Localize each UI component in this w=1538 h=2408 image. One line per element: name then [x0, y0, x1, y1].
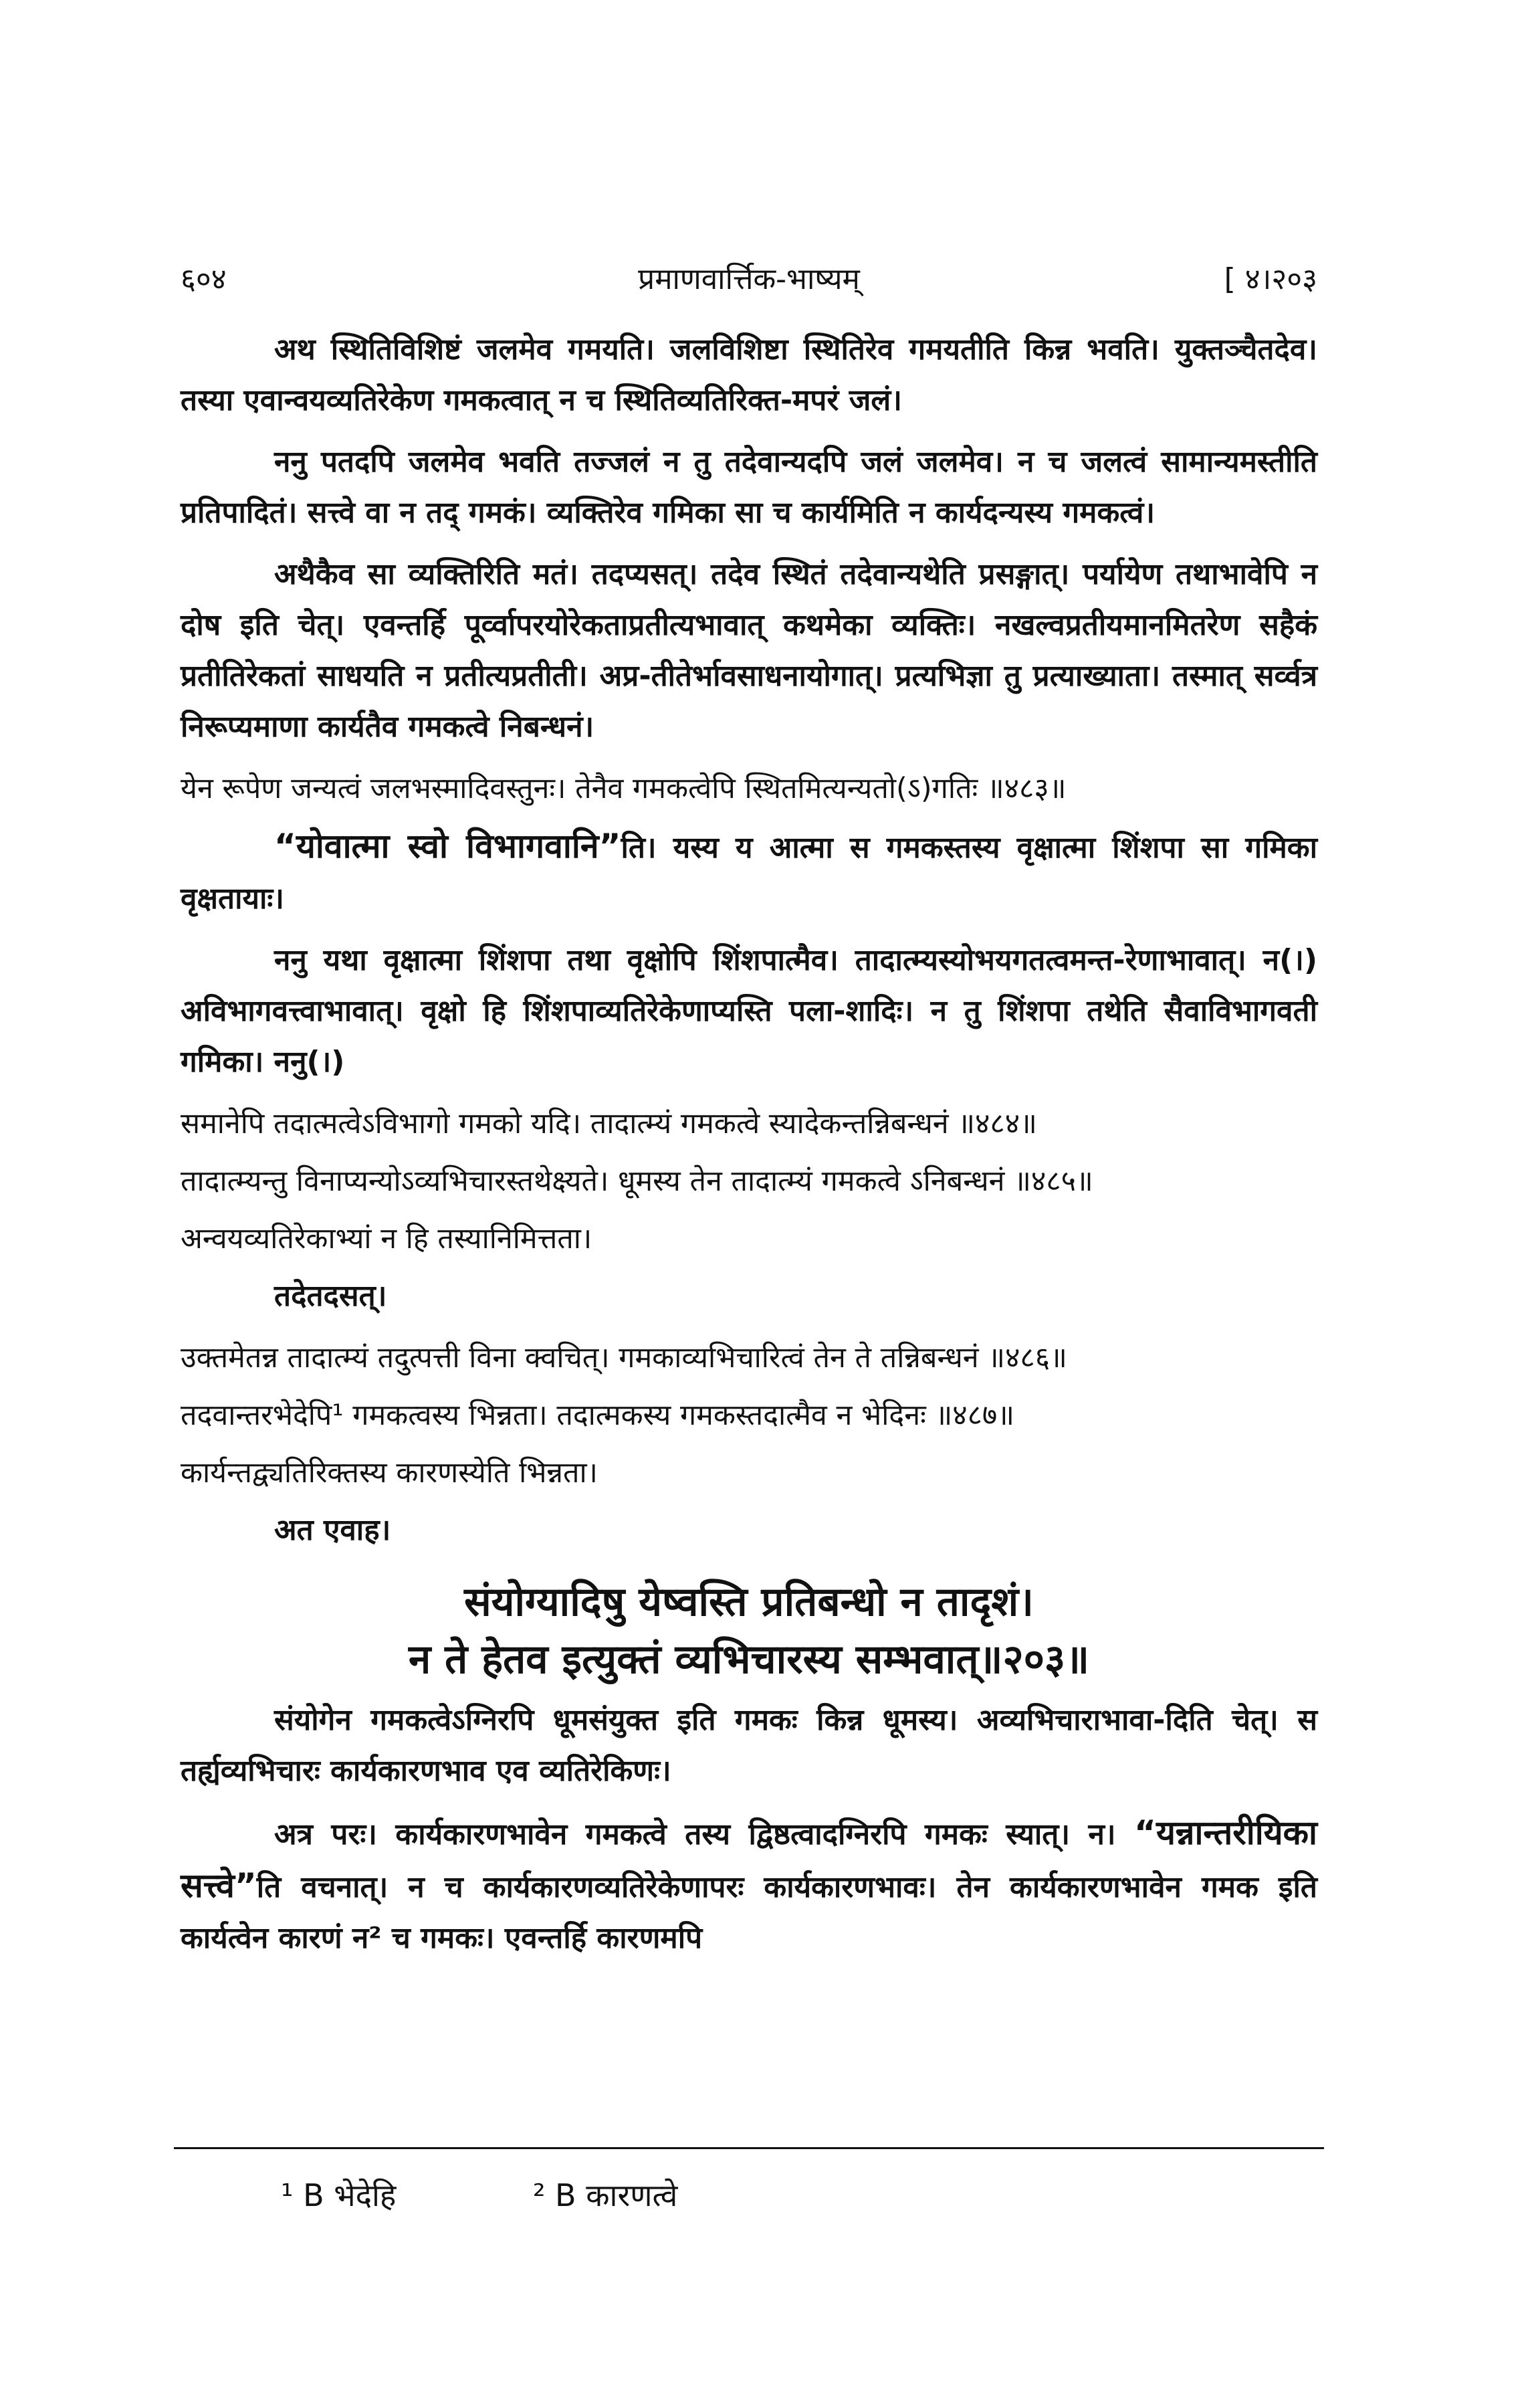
- paragraph-yovatma-text: ति। यस्य य आत्मा स गमकस्तस्य वृक्षात्मा शिंशपा सा गमिका वृक्षतायाः।: [181, 831, 1317, 916]
- verse-487-continuation: कार्यन्तद्व्यतिरिक्तस्य कारणस्येति भिन्नता।: [181, 1456, 598, 1490]
- quoted-karika-fragment: “योवात्मा स्वो विभागवानि”: [274, 827, 621, 866]
- running-header: [181, 258, 1317, 304]
- karika-203: [181, 1573, 1317, 1688]
- paragraph-tadetadasat: तदेतदसत्।: [274, 1279, 387, 1313]
- body-text: [181, 324, 1317, 1975]
- footnote-1: ¹ B भेदेहि: [281, 2177, 397, 2213]
- paragraph-atha: अथ स्थितिविशिष्टं जलमेव गमयति। जलविशिष्टा स्थितिरेव गमयतीति किन्न भवति। युक्तञ्चैतदेव। तस्या एवान्वयव्यतिरेकेण गमकत्वात् न च स्थितिव्यतिरिक्त-मपरं जलं।: [181, 332, 1317, 417]
- verse-484: समानेपि तदात्मत्वेऽविभागो गमको यदि। तादात्म्यं गमकत्वे स्यादेकन्तन्निबन्धनं ॥४८४॥: [181, 1107, 1037, 1140]
- footnote-2: ² B कारणत्वे: [532, 2177, 678, 2213]
- paragraph-atra-part1: अत्र परः। कार्यकारणभावेन गमकत्वे तस्य द्विष्ठत्वादग्निरपि गमकः स्यात्। न।: [274, 1817, 1116, 1851]
- paragraph-atra-part2: ति वचनात्। न च कार्यकारणव्यतिरेकेणापरः कार्यकारणभावः। तेन कार्यकारणभावेन गमक इति कार्यत्वेन कारणं न² च गमकः। एवन्तर्हि कारणमपि: [181, 1870, 1317, 1955]
- verse-485-continuation: अन्वयव्यतिरेकाभ्यां न हि तस्यानिमित्तता।: [181, 1222, 592, 1256]
- verse-485: तादात्म्यन्तु विनाप्यन्योऽव्यभिचारस्तथेक्ष्यते। धूमस्य तेन तादात्म्यं गमकत्वे ऽनिबन्धनं ॥४८५॥: [181, 1165, 1093, 1198]
- section-reference: [ ४।२०३: [1224, 262, 1317, 296]
- footnotes: [281, 2174, 804, 2215]
- paragraph-athaikaiva: अथैकैव सा व्यक्तिरिति मतं। तदप्यसत्। तदेव स्थितं तदेवान्यथेति प्रसङ्गात्। पर्यायेण तथाभावेपि न दोष इति चेत्। एवन्तर्हि पूर्व्वापरयोरेकताप्रतीत्यभावात् कथमेका व्यक्तिः। नखल्वप्रतीयमानमितरेण सहैकं प्रतीतिरेकतां साधयति न प्रतीत्यप्रतीती। अप्र-तीतेर्भावसाधनायोगात्। प्रत्यभिज्ञा तु प्रत्याख्याता। तस्मात् सर्व्वत्र निरूप्यमाणा कार्यतैव गमकत्वे निबन्धनं।: [181, 557, 1317, 744]
- paragraph-ata-evaha: अत एवाह।: [274, 1513, 391, 1547]
- verse-483: येन रूपेण जन्यत्वं जलभस्मादिवस्तुनः। तेनैव गमकत्वेपि स्थितमित्यन्यतो(ऽ)गतिः ॥४८३॥: [181, 772, 1067, 805]
- paragraph-samyogena: संयोगेन गमकत्वेऽग्निरपि धूमसंयुक्त इति गमकः किन्न धूमस्य। अव्यभिचाराभावा-दिति चेत्। स तर्ह्यव्यभिचारः कार्यकारणभाव एव व्यतिरेकिणः।: [181, 1703, 1317, 1788]
- quoted-karika-fragment-2: “यन्नान्तरीयिका सत्त्वे”: [181, 1813, 1317, 1905]
- paragraph-nanu-yatha: ननु यथा वृक्षात्मा शिंशपा तथा वृक्षोपि शिंशपात्मैव। तादात्म्यस्योभयगतत्वमन्त-रेणाभावात्। न(।) अविभागवत्त्वाभावात्। वृक्षो हि शिंशपाव्यतिरेकेणाप्यस्ति पला-शादिः। न तु शिंशपा तथेति सैवाविभागवती गमिका। ननु(।): [181, 943, 1317, 1079]
- paragraph-atra-parah: [181, 1807, 1317, 1964]
- verse-486: उक्तमेतन्न तादात्म्यं तदुत्पत्ती विना क्वचित्। गमकाव्यभिचारित्वं तेन ते तन्निबन्धनं ॥४८६॥: [181, 1341, 1067, 1375]
- verse-487: तदवान्तरभेदेपि¹ गमकत्वस्य भिन्नता। तदात्मकस्य गमकस्तदात्मैव न भेदिनः ॥४८७॥: [181, 1399, 1015, 1432]
- karika-line-2: न ते हेतव इत्युक्तं व्यभिचारस्य सम्भवात्॥२०३॥: [408, 1636, 1090, 1683]
- page-title: प्रमाणवार्त्तिक-भाष्यम्: [638, 262, 860, 296]
- page-number: ६०४: [181, 262, 227, 296]
- footnote-divider: [174, 2147, 1324, 2149]
- karika-line-1: संयोग्यादिषु येष्वस्ति प्रतिबन्धो न तादृशं।: [464, 1579, 1034, 1625]
- paragraph-nanu-patadapi: ननु पतदपि जलमेव भवति तज्जलं न तु तदेवान्यदपि जलं जलमेव। न च जलत्वं सामान्यमस्तीति प्रतिपादितं। सत्त्वे वा न तद् गमकं। व्यक्तिरेव गमिका सा च कार्यमिति न कार्यदन्यस्य गमकत्वं।: [181, 445, 1317, 530]
- paragraph-yovatma: [181, 821, 1317, 924]
